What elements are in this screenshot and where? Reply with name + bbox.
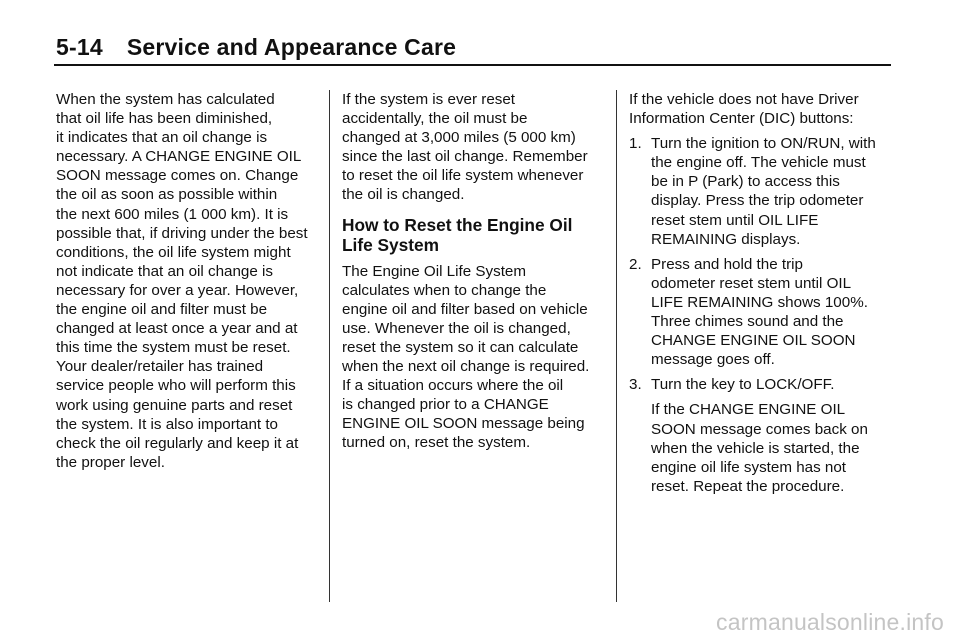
text-line: necessary for over a year. However, [56, 281, 299, 299]
text-line: since the last oil change. Remember [342, 148, 588, 166]
text-line: necessary. A CHANGE ENGINE OIL [56, 148, 302, 166]
repeat-procedure-note [629, 400, 895, 495]
column-1 [56, 90, 320, 472]
text-line: not indicate that an oil change is [56, 262, 273, 280]
section-title: Service and Appearance Care [126, 34, 457, 60]
header-rule [54, 64, 891, 66]
text-line: calculates when to change the [342, 281, 547, 299]
text-line: engine oil life system has not [651, 458, 847, 476]
text-line: REMAINING displays. [651, 230, 801, 248]
text-line: odometer reset stem until OIL [651, 274, 852, 292]
watermark: carmanualsonline.info [716, 609, 944, 635]
text-line: If the vehicle does not have Driver [629, 91, 859, 108]
text-line: the system. It is also important to [56, 415, 278, 433]
heading-line: How to Reset the Engine Oil [342, 214, 573, 235]
text-line: this time the system must be reset. [56, 339, 291, 357]
step-2 [629, 255, 895, 370]
reset-accident-paragraph [342, 90, 606, 205]
text-line: SOON message comes back on [651, 420, 868, 438]
text-line: Your dealer/retailer has trained [56, 358, 264, 376]
text-line: accidentally, the oil must be [342, 110, 528, 128]
oil-change-paragraph [56, 90, 320, 472]
text-line: If a situation occurs where the oil [342, 377, 564, 395]
text-line: message goes off. [651, 351, 775, 369]
text-line: turned on, reset the system. [342, 434, 531, 452]
text-line: the next 600 miles (1 000 km). It is [56, 205, 289, 223]
text-line: check the oil regularly and keep it at [56, 434, 299, 452]
text-line: that oil life has been diminished, [56, 110, 273, 128]
column-3 [629, 90, 895, 496]
step-number: 3. [629, 376, 642, 394]
text-line: work using genuine parts and reset [56, 396, 293, 414]
oil-life-system-paragraph [342, 262, 606, 453]
column-divider-2 [616, 90, 617, 602]
text-line: the proper level. [56, 453, 165, 471]
text-line: display. Press the trip odometer [651, 192, 864, 210]
text-line: reset. Repeat the procedure. [651, 477, 845, 495]
text-line: the oil is changed. [342, 186, 465, 204]
text-line: conditions, the oil life system might [56, 243, 291, 261]
text-line: the engine off. The vehicle must [651, 154, 866, 172]
page-header [56, 34, 456, 61]
text-line: reset the system so it can calculate [342, 338, 579, 356]
text-line: engine oil and filter based on vehicle [342, 300, 588, 318]
text-line: The Engine Oil Life System [342, 262, 527, 280]
text-line: If the system is ever reset [342, 91, 516, 108]
text-line: the oil as soon as possible within [56, 186, 278, 204]
text-line: service people who will perform this [56, 377, 296, 395]
text-line: reset stem until OIL LIFE [651, 211, 819, 229]
page-number: 5-14 [56, 34, 103, 60]
text-line: Information Center (DIC) buttons: [629, 110, 854, 128]
text-line: ENGINE OIL SOON message being [342, 415, 585, 433]
text-line: the engine oil and filter must be [56, 301, 268, 319]
text-line: CHANGE ENGINE OIL SOON [651, 332, 856, 350]
text-line: Press and hold the trip [651, 255, 803, 273]
column-2 [342, 90, 606, 453]
step-1 [629, 134, 895, 249]
step-number: 2. [629, 255, 642, 273]
text-line: possible that, if driving under the best [56, 224, 308, 242]
text-line: when the next oil change is required. [342, 358, 590, 376]
step-3 [629, 375, 895, 394]
text-line: Three chimes sound and the [651, 313, 844, 331]
text-line: is changed prior to a CHANGE [342, 396, 549, 414]
text-line: If the CHANGE ENGINE OIL [651, 401, 846, 419]
text-line: use. Whenever the oil is changed, [342, 319, 571, 337]
text-line: changed at 3,000 miles (5 000 km) [342, 129, 576, 147]
heading-line: Life System [342, 235, 440, 256]
section-heading [342, 215, 606, 256]
text-line: LIFE REMAINING shows 100%. [651, 293, 868, 311]
text-line: when the vehicle is started, the [651, 439, 860, 457]
text-line: Turn the ignition to ON/RUN, with [651, 135, 876, 153]
text-line: changed at least once a year and at [56, 320, 298, 338]
text-line: Turn the key to LOCK/OFF. [651, 376, 835, 394]
text-line: it indicates that an oil change is [56, 129, 268, 147]
step-number: 1. [629, 135, 642, 153]
no-dic-intro [629, 90, 895, 128]
text-line: to reset the oil life system whenever [342, 167, 584, 185]
text-line: SOON message comes on. Change [56, 167, 299, 185]
column-divider-1 [329, 90, 330, 602]
text-line: be in P (Park) to access this [651, 173, 840, 191]
text-line: When the system has calculated [56, 91, 275, 108]
